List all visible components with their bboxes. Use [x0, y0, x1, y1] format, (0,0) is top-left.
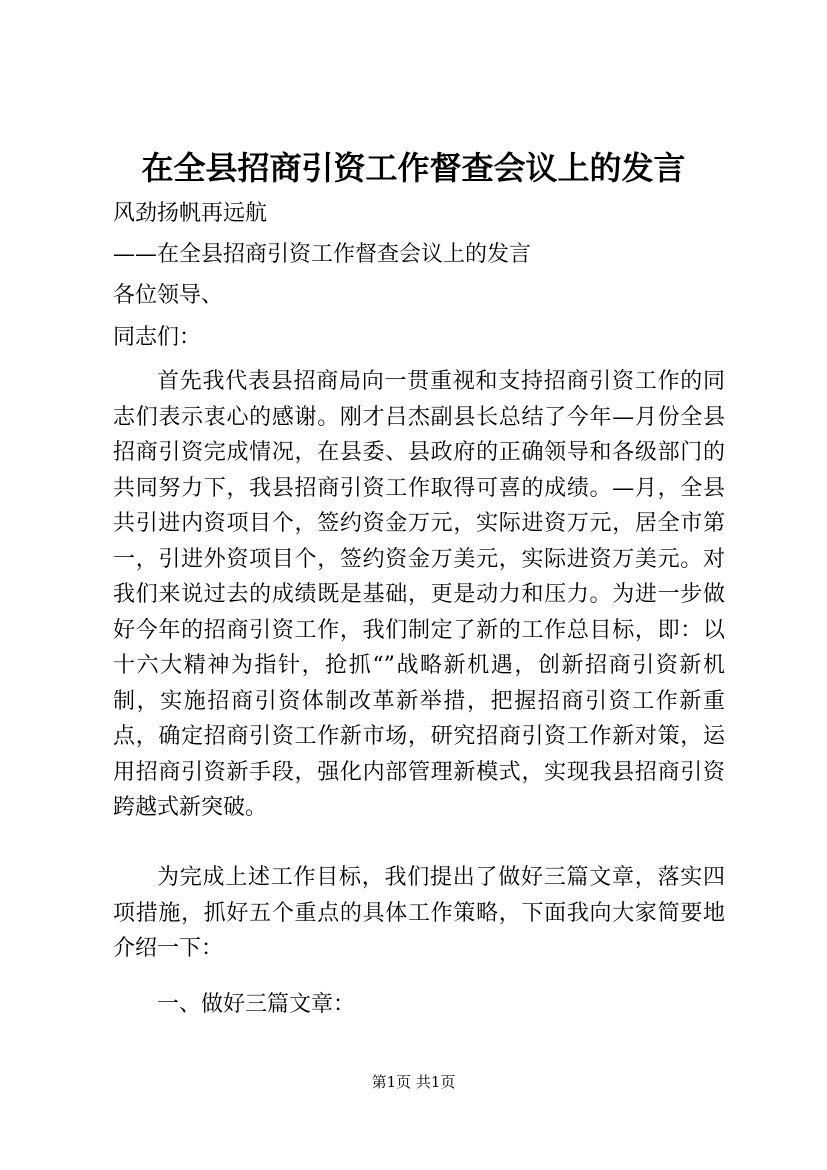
- document-subtitle-dash: ——在全县招商引资工作督查会议上的发言: [113, 242, 532, 267]
- salutation-comrades: 同志们：: [113, 325, 202, 350]
- section-heading: 一、做好三篇文章：: [157, 992, 356, 1017]
- page-number-footer: 第1页 共1页: [371, 1073, 456, 1091]
- salutation-leaders: 各位领导、: [113, 283, 224, 308]
- document-title: 在全县招商引资工作督查会议上的发言: [141, 149, 686, 187]
- paragraph-strategy: 为完成上述工作目标，我们提出了做好三篇文章，落实四项措施，抓好五个重点的具体工作策略，下面我向大家简要地介绍一下：: [113, 865, 725, 961]
- document-subtitle: 风劲扬帆再远航: [113, 201, 268, 226]
- paragraph-intro: 首先我代表县招商局向一贯重视和支持招商引资工作的同志们表示衷心的感谢。刚才吕杰副县长总结了今年—月份全县招商引资完成情况，在县委、县政府的正确领导和各级部门的共同努力下，我县招商引资工作取得可喜的成绩。—月，全县共引进内资项目个，签约资金万元，实际进资万元，居全市第一，引进外资项目个，签约资金万美元，实际进资万美元。对我们来说过去的成绩既是基础，更是动力和压力。为进一步做好今年的招商引资工作，我们制定了新的工作总目标，即：以十六大精神为指针，抢抓“”战略新机遇，创新招商引资新机制，实施招商引资体制改革新举措，把握招商引资工作新重点，确定招商引资工作新市场，研究招商引资工作新对策，运用招商引资新手段，强化内部管理新模式，实现我县招商引资跨越式新突破。: [113, 369, 725, 820]
